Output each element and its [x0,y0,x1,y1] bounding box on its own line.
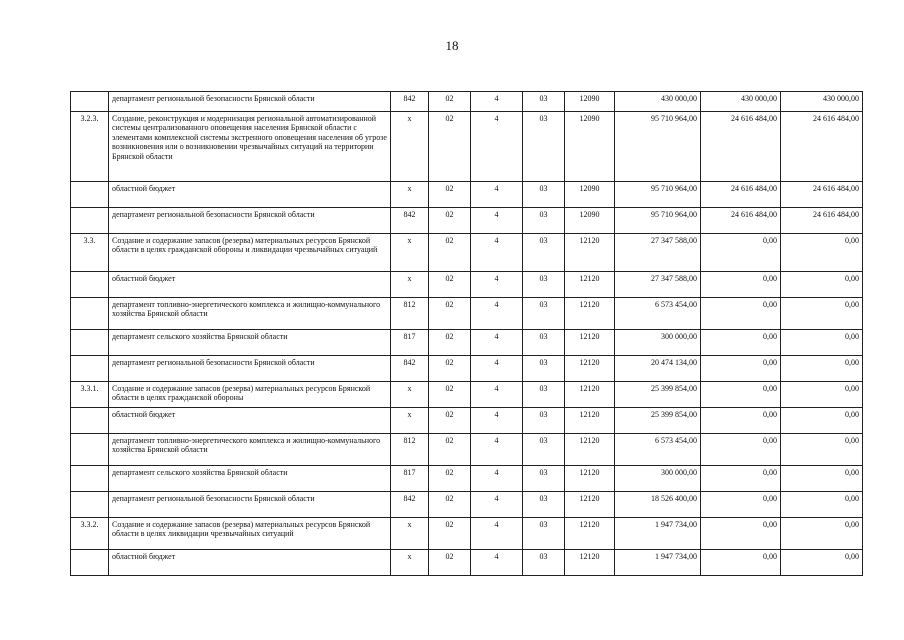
program-code-cell: 03 [523,434,565,466]
grbs-code-cell: 842 [391,356,429,382]
table-row [71,518,863,550]
subsection-code-cell: 4 [471,382,523,408]
amount-year1-cell: 6 573 454,00 [615,298,701,330]
amount-year1-cell: 95 710 964,00 [615,208,701,234]
target-code-cell: 12120 [565,466,615,492]
target-code-cell: 12120 [565,272,615,298]
table-row [71,382,863,408]
subsection-code-cell: 4 [471,492,523,518]
grbs-code-cell: 842 [391,492,429,518]
section-code-cell: 02 [429,408,471,434]
section-code-cell: 02 [429,466,471,492]
subsection-code-cell: 4 [471,112,523,182]
section-code-cell: 02 [429,434,471,466]
table-row [71,182,863,208]
amount-year2-cell: 0,00 [701,466,781,492]
subsection-code-cell: 4 [471,518,523,550]
row-number-cell: 3.3.2. [71,518,109,550]
amount-year2-cell: 430 000,00 [701,92,781,112]
description-cell: Создание и содержание запасов (резерва) материальных ресурсов Брянской области в целях гражданской обороны [109,382,391,408]
amount-year1-cell: 300 000,00 [615,330,701,356]
amount-year2-cell: 0,00 [701,492,781,518]
subsection-code-cell: 4 [471,298,523,330]
table-row [71,272,863,298]
table-row [71,408,863,434]
row-number-cell [71,492,109,518]
subsection-code-cell: 4 [471,466,523,492]
table-row [71,492,863,518]
table-row [71,330,863,356]
program-code-cell: 03 [523,112,565,182]
amount-year1-cell: 95 710 964,00 [615,182,701,208]
amount-year1-cell: 18 526 400,00 [615,492,701,518]
amount-year3-cell: 24 616 484,00 [781,208,863,234]
target-code-cell: 12120 [565,234,615,272]
amount-year1-cell: 25 399 854,00 [615,408,701,434]
row-number-cell [71,208,109,234]
program-code-cell: 03 [523,408,565,434]
description-cell: департамент региональной безопасности Брянской области [109,92,391,112]
amount-year1-cell: 20 474 134,00 [615,356,701,382]
amount-year2-cell: 0,00 [701,234,781,272]
target-code-cell: 12120 [565,382,615,408]
table-row [71,234,863,272]
grbs-code-cell: x [391,408,429,434]
description-cell: областной бюджет [109,408,391,434]
amount-year2-cell: 0,00 [701,298,781,330]
program-code-cell: 03 [523,330,565,356]
description-cell: департамент топливно-энергетического комплекса и жилищно-коммунального хозяйства Брянской области [109,298,391,330]
target-code-cell: 12120 [565,434,615,466]
grbs-code-cell: 812 [391,434,429,466]
amount-year2-cell: 0,00 [701,408,781,434]
target-code-cell: 12120 [565,518,615,550]
section-code-cell: 02 [429,382,471,408]
row-number-cell [71,434,109,466]
description-cell: департамент топливно-энергетического комплекса и жилищно-коммунального хозяйства Брянской области [109,434,391,466]
grbs-code-cell: x [391,550,429,576]
amount-year3-cell: 0,00 [781,550,863,576]
amount-year2-cell: 0,00 [701,382,781,408]
program-code-cell: 03 [523,466,565,492]
grbs-code-cell: 812 [391,298,429,330]
section-code-cell: 02 [429,330,471,356]
grbs-code-cell: x [391,382,429,408]
section-code-cell: 02 [429,112,471,182]
budget-table [70,91,863,576]
amount-year3-cell: 0,00 [781,298,863,330]
section-code-cell: 02 [429,518,471,550]
row-number-cell [71,272,109,298]
row-number-cell [71,298,109,330]
amount-year2-cell: 0,00 [701,518,781,550]
grbs-code-cell: x [391,518,429,550]
subsection-code-cell: 4 [471,208,523,234]
table-body [71,92,863,576]
amount-year1-cell: 1 947 734,00 [615,518,701,550]
amount-year1-cell: 27 347 588,00 [615,234,701,272]
grbs-code-cell: x [391,112,429,182]
amount-year2-cell: 0,00 [701,272,781,298]
amount-year3-cell: 0,00 [781,408,863,434]
section-code-cell: 02 [429,182,471,208]
description-cell: Создание и содержание запасов (резерва) материальных ресурсов Брянской области в целях ликвидации чрезвычайных ситуаций [109,518,391,550]
table-row [71,550,863,576]
target-code-cell: 12090 [565,92,615,112]
table-row [71,112,863,182]
description-cell: департамент региональной безопасности Брянской области [109,356,391,382]
amount-year1-cell: 25 399 854,00 [615,382,701,408]
row-number-cell: 3.2.3. [71,112,109,182]
program-code-cell: 03 [523,208,565,234]
description-cell: департамент сельского хозяйства Брянской области [109,330,391,356]
program-code-cell: 03 [523,550,565,576]
row-number-cell [71,356,109,382]
description-cell: Создание и содержание запасов (резерва) материальных ресурсов Брянской области в целях гражданской обороны и ликвидации чрезвычайных ситуаций [109,234,391,272]
subsection-code-cell: 4 [471,92,523,112]
amount-year1-cell: 27 347 588,00 [615,272,701,298]
section-code-cell: 02 [429,550,471,576]
amount-year2-cell: 0,00 [701,550,781,576]
table-row [71,92,863,112]
row-number-cell: 3.3.1. [71,382,109,408]
section-code-cell: 02 [429,272,471,298]
amount-year3-cell: 430 000,00 [781,92,863,112]
section-code-cell: 02 [429,234,471,272]
subsection-code-cell: 4 [471,408,523,434]
amount-year1-cell: 1 947 734,00 [615,550,701,576]
target-code-cell: 12120 [565,330,615,356]
target-code-cell: 12090 [565,182,615,208]
page-number: 18 [445,38,459,53]
description-cell: Создание, реконструкция и модернизация региональной автоматизированной системы централизованного оповещения населения Брянской области с элементами комплексной системы экстренного оповещения населения об угрозе возникновения или о возникновении чрезвычайных ситуаций на территории Брянской области [109,112,391,182]
amount-year3-cell: 0,00 [781,518,863,550]
target-code-cell: 12120 [565,408,615,434]
program-code-cell: 03 [523,382,565,408]
amount-year2-cell: 24 616 484,00 [701,182,781,208]
grbs-code-cell: 817 [391,330,429,356]
row-number-cell [71,408,109,434]
grbs-code-cell: x [391,272,429,298]
program-code-cell: 03 [523,518,565,550]
description-cell: областной бюджет [109,272,391,298]
target-code-cell: 12090 [565,208,615,234]
amount-year3-cell: 0,00 [781,434,863,466]
subsection-code-cell: 4 [471,272,523,298]
amount-year3-cell: 0,00 [781,466,863,492]
amount-year3-cell: 24 616 484,00 [781,112,863,182]
amount-year2-cell: 0,00 [701,434,781,466]
section-code-cell: 02 [429,92,471,112]
description-cell: департамент сельского хозяйства Брянской области [109,466,391,492]
target-code-cell: 12120 [565,492,615,518]
section-code-cell: 02 [429,492,471,518]
subsection-code-cell: 4 [471,434,523,466]
amount-year1-cell: 430 000,00 [615,92,701,112]
amount-year1-cell: 95 710 964,00 [615,112,701,182]
program-code-cell: 03 [523,356,565,382]
target-code-cell: 12120 [565,356,615,382]
target-code-cell: 12120 [565,298,615,330]
amount-year2-cell: 24 616 484,00 [701,208,781,234]
table-row [71,356,863,382]
table-row [71,208,863,234]
row-number-cell [71,466,109,492]
amount-year3-cell: 0,00 [781,272,863,298]
description-cell: департамент региональной безопасности Брянской области [109,492,391,518]
grbs-code-cell: 842 [391,92,429,112]
row-number-cell: 3.3. [71,234,109,272]
section-code-cell: 02 [429,208,471,234]
program-code-cell: 03 [523,298,565,330]
subsection-code-cell: 4 [471,550,523,576]
amount-year3-cell: 24 616 484,00 [781,182,863,208]
target-code-cell: 12090 [565,112,615,182]
grbs-code-cell: 817 [391,466,429,492]
subsection-code-cell: 4 [471,182,523,208]
row-number-cell [71,550,109,576]
amount-year3-cell: 0,00 [781,492,863,518]
table-row [71,298,863,330]
amount-year3-cell: 0,00 [781,234,863,272]
row-number-cell [71,92,109,112]
program-code-cell: 03 [523,272,565,298]
grbs-code-cell: 842 [391,208,429,234]
amount-year1-cell: 300 000,00 [615,466,701,492]
amount-year3-cell: 0,00 [781,330,863,356]
grbs-code-cell: x [391,182,429,208]
section-code-cell: 02 [429,298,471,330]
amount-year2-cell: 24 616 484,00 [701,112,781,182]
amount-year2-cell: 0,00 [701,356,781,382]
description-cell: областной бюджет [109,550,391,576]
subsection-code-cell: 4 [471,356,523,382]
section-code-cell: 02 [429,356,471,382]
target-code-cell: 12120 [565,550,615,576]
program-code-cell: 03 [523,234,565,272]
row-number-cell [71,330,109,356]
subsection-code-cell: 4 [471,330,523,356]
subsection-code-cell: 4 [471,234,523,272]
amount-year2-cell: 0,00 [701,330,781,356]
grbs-code-cell: x [391,234,429,272]
table-row [71,434,863,466]
description-cell: областной бюджет [109,182,391,208]
amount-year1-cell: 6 573 454,00 [615,434,701,466]
program-code-cell: 03 [523,182,565,208]
table-row [71,466,863,492]
row-number-cell [71,182,109,208]
amount-year3-cell: 0,00 [781,382,863,408]
program-code-cell: 03 [523,492,565,518]
amount-year3-cell: 0,00 [781,356,863,382]
description-cell: департамент региональной безопасности Брянской области [109,208,391,234]
program-code-cell: 03 [523,92,565,112]
